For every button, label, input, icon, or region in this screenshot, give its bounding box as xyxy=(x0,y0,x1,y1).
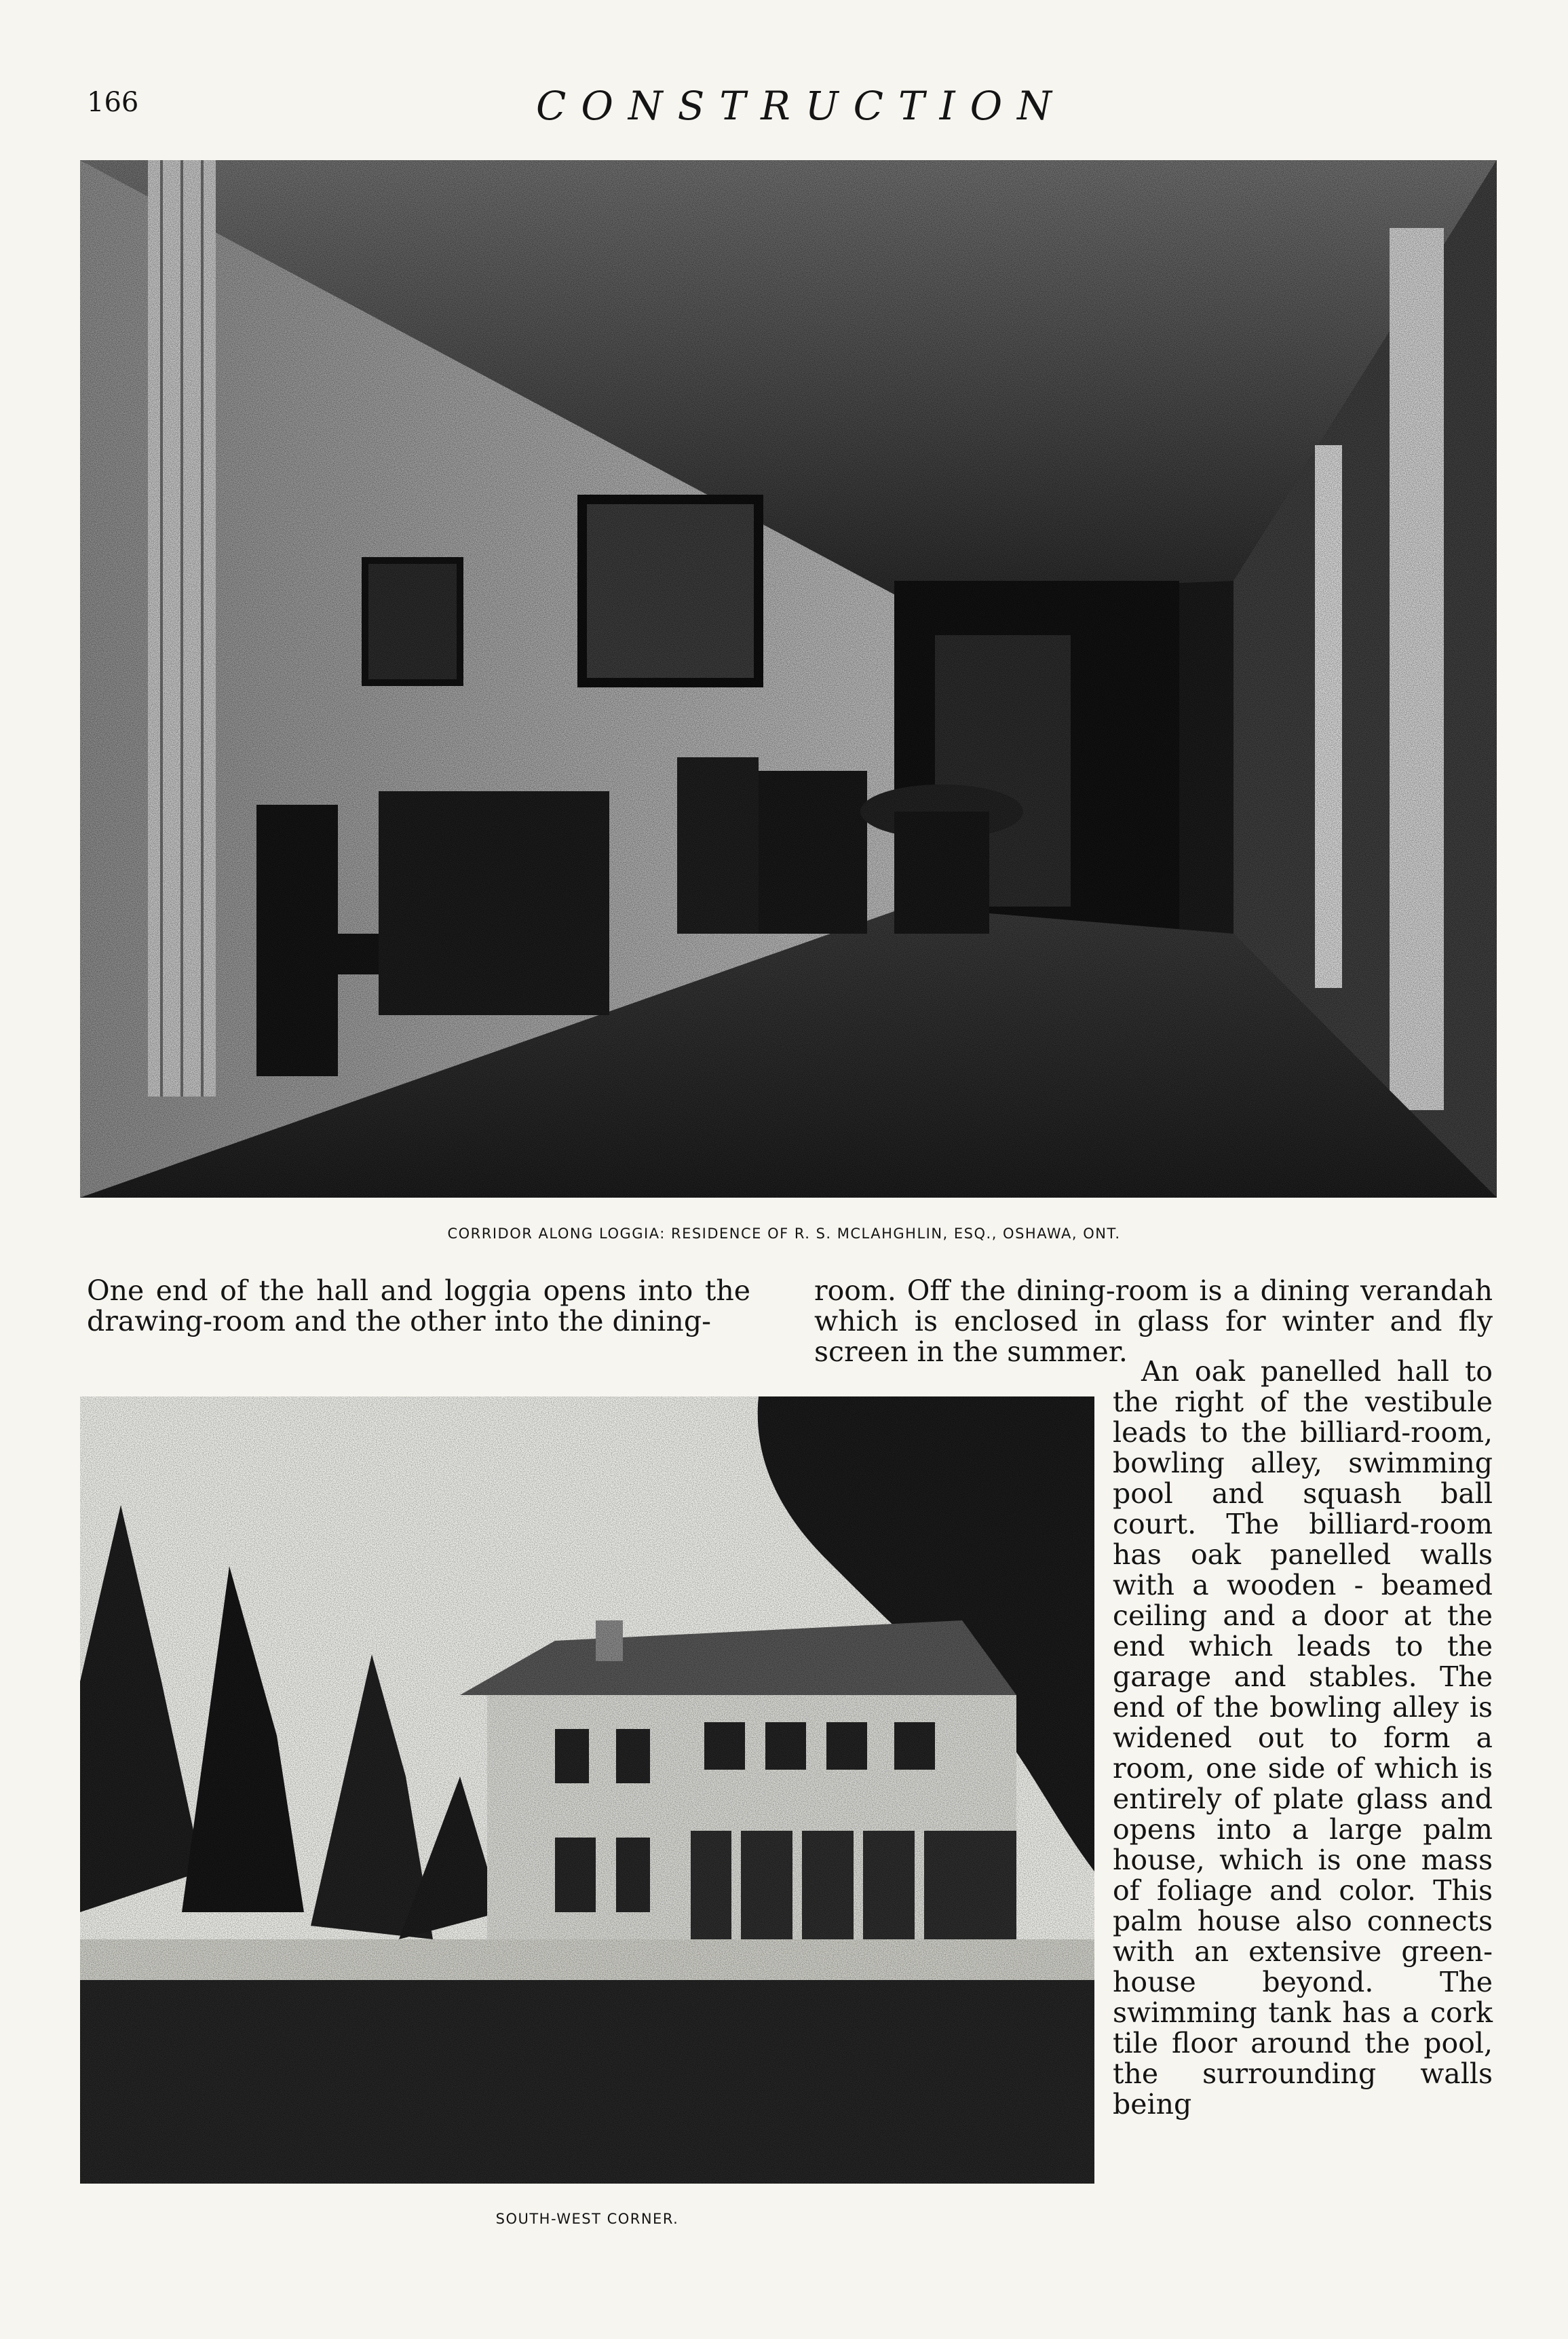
corridor-caption: CORRIDOR ALONG LOGGIA: RESIDENCE OF R. S. MCLAHGHLIN, ESQ., OSHAWA, ONT. xyxy=(447,1225,1121,1242)
south-west-corner-caption: SOUTH-WEST CORNER. xyxy=(495,2211,679,2227)
corridor-photo xyxy=(80,160,1497,1198)
journal-title: CONSTRUCTION xyxy=(536,83,1067,129)
article-paragraph-2-text: An oak panelled hall to the right of the vestibule leads to the billiard-room, bowling alley, swimming pool and squash ball court. The billiard-room has oak panelled walls with a wooden - beamed ceiling and a door at the end which leads to the garage and stables. The end of the bowling alley is widened out to form a room, one side of which is entirely of plate glass and opens into a large palm house, which is one mass of foliage and color. This palm house also connects with an extensive green-house beyond. The swimming tank has a cork tile floor around the pool, the surrounding walls being xyxy=(1113,1355,1493,2121)
article-paragraph-1-left: One end of the hall and loggia opens into the drawing-room and the other into the dining- xyxy=(87,1274,750,1337)
page-number: 166 xyxy=(87,87,139,118)
article-paragraph-1-right: room. Off the dining-room is a dining verandah which is enclosed in glass for winter and fly screen in the summer. xyxy=(814,1274,1493,1368)
south-west-corner-photo xyxy=(80,1396,1094,2184)
article-paragraph-2 xyxy=(1113,1356,1493,2120)
